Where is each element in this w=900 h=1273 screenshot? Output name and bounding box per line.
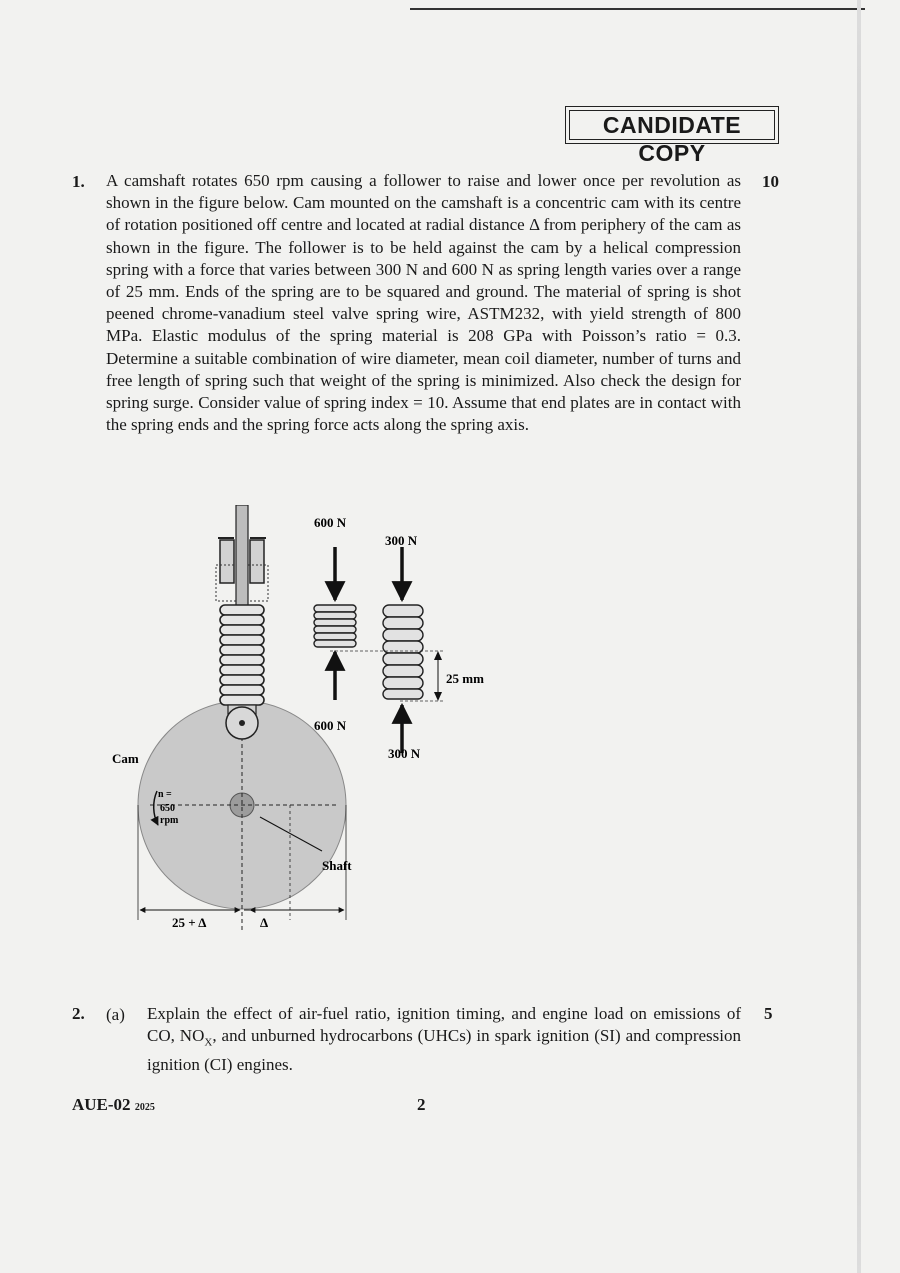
label-rpm: rpm [160, 815, 179, 826]
label-n: n = [158, 789, 172, 800]
question-2-text [147, 1003, 741, 1076]
footer-paper-code: AUE-02 [72, 1095, 131, 1114]
footer-code [72, 1095, 155, 1115]
question-2-part: (a) [106, 1005, 125, 1024]
extended-spring [383, 605, 423, 699]
stamp-text: CANDIDATE COPY [569, 110, 775, 140]
label-shaft: Shaft [322, 858, 352, 873]
footer-year: 2025 [134, 1102, 155, 1113]
label-300n-bottom: 300 N [388, 746, 421, 761]
question-2-subscript: X [204, 1036, 213, 1049]
cam-spring-figure [100, 505, 520, 945]
candidate-copy-stamp [565, 106, 779, 166]
question-2-text-end: , and unburned hydrocarbons (UHCs) in spark ignition (SI) and compression ignition (CI) engines. [147, 1026, 742, 1074]
label-600n-bottom: 600 N [314, 718, 347, 733]
follower-spring [220, 605, 264, 705]
top-rule [410, 8, 865, 10]
question-1-text: A camshaft rotates 650 rpm causing a follower to raise and lower once per revolution as shown in the figure below. Cam mounted on the camshaft is a concentric cam with its centre of rotation positioned off centre and located at radial distance Δ from periphery of the cam as shown in the figure. The follower is to be held against the cam by a helical compression spring with a force that varies between 300 N and 600 N as spring length varies over a range of 25 mm. Ends of the spring are to be squared and ground. The material of spring is shot peened chrome-vanadium steel valve spring wire, ASTM232, with yield strength of 800 MPa. Elastic modulus of the spring material is 208 GPa with Poisson’s ratio = 0.3. Determine a suitable combination of wire diameter, mean coil diameter, number of turns and free length of spring such that weight of the spring is minimized. Also check the design for spring surge. Consider value of spring index = 10. Assume that end plates are in contact with the spring ends and the spring force acts along the spring axis. [106, 171, 741, 435]
question-2-marks: 5 [764, 1004, 773, 1023]
page-edge-shadow [857, 0, 861, 1273]
label-25mm: 25 mm [446, 671, 484, 686]
question-1-number: 1. [72, 172, 85, 191]
page-number: 2 [417, 1095, 426, 1114]
label-650: 650 [160, 803, 175, 814]
question-1-marks: 10 [762, 172, 779, 191]
label-delta: Δ [260, 915, 269, 930]
question-2-text-start: Explain the effect of air-fuel ratio, ignition timing, and engine load on emissions of CO, NO [147, 1004, 741, 1046]
label-600n-top: 600 N [314, 515, 347, 530]
label-cam: Cam [112, 751, 139, 766]
label-300n-top: 300 N [385, 533, 418, 548]
question-2-number: 2. [72, 1004, 85, 1023]
label-25-plus-delta: 25 + Δ [172, 915, 207, 930]
compressed-spring [314, 605, 356, 647]
